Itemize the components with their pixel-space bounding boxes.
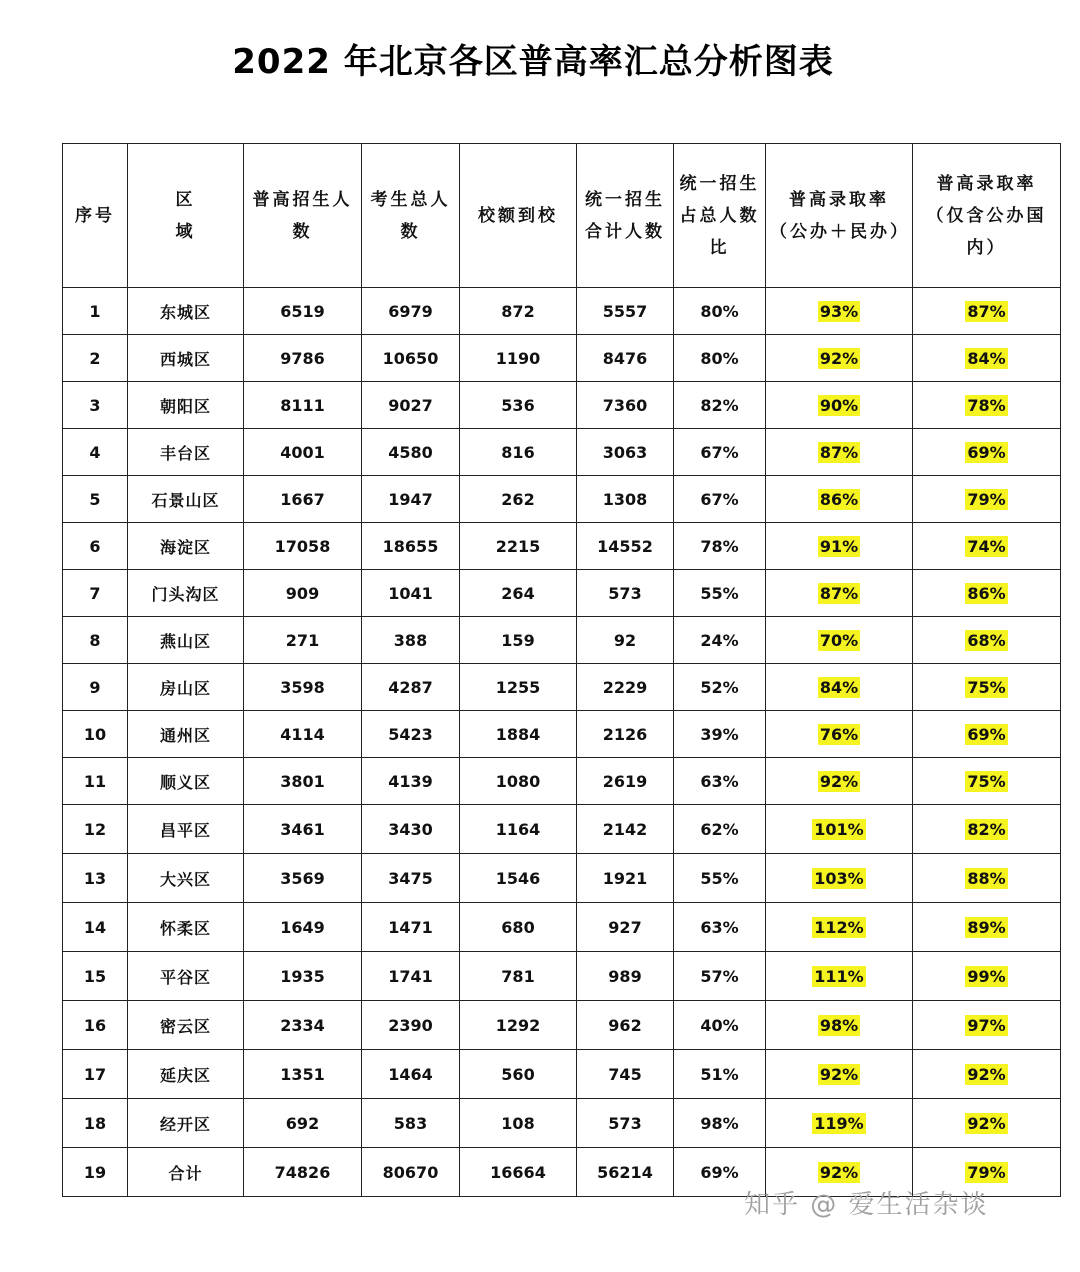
cell-unified: 573 bbox=[577, 1099, 674, 1148]
cell-rate-all bbox=[766, 288, 913, 335]
cell-examinees: 4580 bbox=[362, 429, 460, 476]
cell-region: 昌平区 bbox=[128, 805, 244, 854]
highlighted-rate: 90% bbox=[819, 395, 859, 415]
cell-seq: 3 bbox=[63, 382, 128, 429]
cell-rate-all bbox=[766, 1050, 913, 1099]
cell-region: 合计 bbox=[128, 1148, 244, 1197]
highlighted-rate: 92% bbox=[967, 1113, 1006, 1133]
highlighted-rate: 103% bbox=[814, 868, 864, 888]
cell-quota: 159 bbox=[460, 617, 577, 664]
cell-quota: 536 bbox=[460, 382, 577, 429]
cell-rate-all bbox=[766, 617, 913, 664]
cell-quota: 816 bbox=[460, 429, 577, 476]
cell-seq: 5 bbox=[63, 476, 128, 523]
cell-rate-public bbox=[913, 476, 1061, 523]
table-row bbox=[63, 854, 1061, 903]
cell-rate-public bbox=[913, 1050, 1061, 1099]
cell-rate-all bbox=[766, 570, 913, 617]
header-region: 区 域 bbox=[128, 144, 244, 288]
cell-rate-public bbox=[913, 570, 1061, 617]
cell-ratio: 82% bbox=[674, 382, 766, 429]
cell-rate-public bbox=[913, 288, 1061, 335]
table-row bbox=[63, 476, 1061, 523]
cell-rate-public bbox=[913, 617, 1061, 664]
cell-unified: 745 bbox=[577, 1050, 674, 1099]
highlighted-rate: 87% bbox=[967, 301, 1006, 321]
cell-ratio: 63% bbox=[674, 758, 766, 805]
cell-examinees: 6979 bbox=[362, 288, 460, 335]
cell-region: 大兴区 bbox=[128, 854, 244, 903]
highlighted-rate: 99% bbox=[967, 966, 1006, 986]
cell-rate-all bbox=[766, 476, 913, 523]
cell-examinees: 583 bbox=[362, 1099, 460, 1148]
table-row bbox=[63, 617, 1061, 664]
cell-unified: 5557 bbox=[577, 288, 674, 335]
cell-enroll: 2334 bbox=[244, 1001, 362, 1050]
cell-quota: 1190 bbox=[460, 335, 577, 382]
cell-seq: 11 bbox=[63, 758, 128, 805]
table-row bbox=[63, 570, 1061, 617]
cell-examinees: 388 bbox=[362, 617, 460, 664]
cell-enroll: 9786 bbox=[244, 335, 362, 382]
cell-rate-all bbox=[766, 523, 913, 570]
highlighted-rate: 84% bbox=[819, 677, 859, 697]
cell-unified: 962 bbox=[577, 1001, 674, 1050]
highlighted-rate: 92% bbox=[819, 348, 859, 368]
cell-unified: 92 bbox=[577, 617, 674, 664]
cell-ratio: 67% bbox=[674, 429, 766, 476]
cell-enroll: 692 bbox=[244, 1099, 362, 1148]
highlighted-rate: 82% bbox=[967, 819, 1006, 839]
cell-region: 东城区 bbox=[128, 288, 244, 335]
cell-seq: 13 bbox=[63, 854, 128, 903]
cell-ratio: 78% bbox=[674, 523, 766, 570]
table-row bbox=[63, 711, 1061, 758]
cell-quota: 262 bbox=[460, 476, 577, 523]
highlighted-rate: 74% bbox=[967, 536, 1006, 556]
cell-enroll: 3569 bbox=[244, 854, 362, 903]
cell-unified: 1921 bbox=[577, 854, 674, 903]
cell-examinees: 3475 bbox=[362, 854, 460, 903]
cell-region: 经开区 bbox=[128, 1099, 244, 1148]
cell-quota: 108 bbox=[460, 1099, 577, 1148]
cell-unified: 14552 bbox=[577, 523, 674, 570]
header-quota: 校额到校 bbox=[460, 144, 577, 288]
cell-unified: 2126 bbox=[577, 711, 674, 758]
highlighted-rate: 75% bbox=[967, 677, 1006, 697]
highlighted-rate: 87% bbox=[819, 583, 859, 603]
data-table bbox=[62, 143, 1061, 1197]
cell-region: 石景山区 bbox=[128, 476, 244, 523]
cell-rate-public bbox=[913, 664, 1061, 711]
cell-examinees: 1947 bbox=[362, 476, 460, 523]
cell-rate-all bbox=[766, 903, 913, 952]
cell-seq: 15 bbox=[63, 952, 128, 1001]
highlighted-rate: 98% bbox=[819, 1015, 859, 1035]
cell-unified: 56214 bbox=[577, 1148, 674, 1197]
cell-ratio: 63% bbox=[674, 903, 766, 952]
highlighted-rate: 87% bbox=[819, 442, 859, 462]
cell-examinees: 80670 bbox=[362, 1148, 460, 1197]
cell-rate-all bbox=[766, 854, 913, 903]
cell-enroll: 909 bbox=[244, 570, 362, 617]
cell-examinees: 1741 bbox=[362, 952, 460, 1001]
cell-quota: 264 bbox=[460, 570, 577, 617]
cell-rate-all bbox=[766, 1001, 913, 1050]
highlighted-rate: 92% bbox=[819, 771, 859, 791]
cell-region: 房山区 bbox=[128, 664, 244, 711]
highlighted-rate: 92% bbox=[819, 1162, 859, 1182]
cell-rate-all bbox=[766, 664, 913, 711]
cell-quota: 560 bbox=[460, 1050, 577, 1099]
cell-enroll: 17058 bbox=[244, 523, 362, 570]
highlighted-rate: 69% bbox=[967, 442, 1006, 462]
cell-seq: 4 bbox=[63, 429, 128, 476]
cell-ratio: 69% bbox=[674, 1148, 766, 1197]
cell-quota: 1884 bbox=[460, 711, 577, 758]
cell-region: 密云区 bbox=[128, 1001, 244, 1050]
cell-rate-all bbox=[766, 1099, 913, 1148]
cell-examinees: 18655 bbox=[362, 523, 460, 570]
cell-ratio: 51% bbox=[674, 1050, 766, 1099]
cell-seq: 12 bbox=[63, 805, 128, 854]
cell-quota: 1164 bbox=[460, 805, 577, 854]
highlighted-rate: 111% bbox=[814, 966, 864, 986]
cell-examinees: 5423 bbox=[362, 711, 460, 758]
header-enroll: 普高招生人数 bbox=[244, 144, 362, 288]
table-row bbox=[63, 382, 1061, 429]
cell-unified: 7360 bbox=[577, 382, 674, 429]
cell-seq: 14 bbox=[63, 903, 128, 952]
cell-rate-public bbox=[913, 805, 1061, 854]
cell-ratio: 80% bbox=[674, 335, 766, 382]
cell-enroll: 8111 bbox=[244, 382, 362, 429]
cell-region: 平谷区 bbox=[128, 952, 244, 1001]
cell-enroll: 3461 bbox=[244, 805, 362, 854]
watermark bbox=[744, 1184, 989, 1221]
cell-unified: 8476 bbox=[577, 335, 674, 382]
cell-quota: 1546 bbox=[460, 854, 577, 903]
cell-examinees: 10650 bbox=[362, 335, 460, 382]
cell-rate-all bbox=[766, 335, 913, 382]
cell-rate-public bbox=[913, 903, 1061, 952]
cell-rate-all bbox=[766, 382, 913, 429]
cell-seq: 6 bbox=[63, 523, 128, 570]
cell-ratio: 39% bbox=[674, 711, 766, 758]
cell-examinees: 4287 bbox=[362, 664, 460, 711]
cell-seq: 2 bbox=[63, 335, 128, 382]
table-row bbox=[63, 1099, 1061, 1148]
cell-rate-all bbox=[766, 952, 913, 1001]
cell-unified: 989 bbox=[577, 952, 674, 1001]
cell-rate-public bbox=[913, 1099, 1061, 1148]
cell-enroll: 6519 bbox=[244, 288, 362, 335]
cell-region: 海淀区 bbox=[128, 523, 244, 570]
cell-seq: 17 bbox=[63, 1050, 128, 1099]
highlighted-rate: 69% bbox=[967, 724, 1006, 744]
cell-enroll: 1667 bbox=[244, 476, 362, 523]
table-row bbox=[63, 758, 1061, 805]
highlighted-rate: 112% bbox=[814, 917, 864, 937]
cell-ratio: 52% bbox=[674, 664, 766, 711]
watermark-zhihu: 知乎 bbox=[744, 1190, 801, 1220]
cell-quota: 1080 bbox=[460, 758, 577, 805]
cell-examinees: 9027 bbox=[362, 382, 460, 429]
highlighted-rate: 92% bbox=[819, 1064, 859, 1084]
header-rate-all: 普高录取率（公办＋民办） bbox=[766, 144, 913, 288]
cell-examinees: 2390 bbox=[362, 1001, 460, 1050]
cell-rate-all bbox=[766, 711, 913, 758]
watermark-account: 爱生活杂谈 bbox=[848, 1190, 989, 1220]
highlighted-rate: 93% bbox=[819, 301, 859, 321]
cell-rate-all bbox=[766, 758, 913, 805]
cell-enroll: 74826 bbox=[244, 1148, 362, 1197]
cell-quota: 781 bbox=[460, 952, 577, 1001]
header-unified: 统一招生合计人数 bbox=[577, 144, 674, 288]
cell-enroll: 4001 bbox=[244, 429, 362, 476]
cell-ratio: 55% bbox=[674, 854, 766, 903]
cell-seq: 7 bbox=[63, 570, 128, 617]
highlighted-rate: 84% bbox=[967, 348, 1006, 368]
cell-rate-public bbox=[913, 523, 1061, 570]
cell-ratio: 62% bbox=[674, 805, 766, 854]
highlighted-rate: 91% bbox=[819, 536, 859, 556]
cell-rate-public bbox=[913, 758, 1061, 805]
cell-unified: 2142 bbox=[577, 805, 674, 854]
watermark-at: @ bbox=[810, 1190, 839, 1220]
cell-region: 延庆区 bbox=[128, 1050, 244, 1099]
cell-unified: 927 bbox=[577, 903, 674, 952]
highlighted-rate: 86% bbox=[967, 583, 1006, 603]
table-row bbox=[63, 903, 1061, 952]
cell-examinees: 1471 bbox=[362, 903, 460, 952]
cell-ratio: 55% bbox=[674, 570, 766, 617]
table-row bbox=[63, 288, 1061, 335]
cell-rate-all bbox=[766, 429, 913, 476]
cell-examinees: 4139 bbox=[362, 758, 460, 805]
cell-quota: 872 bbox=[460, 288, 577, 335]
cell-quota: 1255 bbox=[460, 664, 577, 711]
cell-rate-public bbox=[913, 854, 1061, 903]
page-title: 2022 年北京各区普高率汇总分析图表 bbox=[232, 42, 834, 82]
cell-region: 怀柔区 bbox=[128, 903, 244, 952]
cell-rate-public bbox=[913, 952, 1061, 1001]
cell-ratio: 57% bbox=[674, 952, 766, 1001]
cell-unified: 2229 bbox=[577, 664, 674, 711]
cell-region: 门头沟区 bbox=[128, 570, 244, 617]
cell-enroll: 3598 bbox=[244, 664, 362, 711]
highlighted-rate: 89% bbox=[967, 917, 1006, 937]
table-row bbox=[63, 1050, 1061, 1099]
highlighted-rate: 119% bbox=[814, 1113, 864, 1133]
header-row bbox=[63, 144, 1061, 288]
cell-quota: 1292 bbox=[460, 1001, 577, 1050]
cell-seq: 9 bbox=[63, 664, 128, 711]
cell-region: 西城区 bbox=[128, 335, 244, 382]
cell-seq: 16 bbox=[63, 1001, 128, 1050]
cell-rate-public bbox=[913, 429, 1061, 476]
cell-rate-all bbox=[766, 805, 913, 854]
cell-seq: 10 bbox=[63, 711, 128, 758]
cell-enroll: 4114 bbox=[244, 711, 362, 758]
cell-quota: 16664 bbox=[460, 1148, 577, 1197]
cell-rate-public bbox=[913, 335, 1061, 382]
highlighted-rate: 101% bbox=[814, 819, 864, 839]
table-row bbox=[63, 664, 1061, 711]
table-row bbox=[63, 1001, 1061, 1050]
cell-seq: 1 bbox=[63, 288, 128, 335]
highlighted-rate: 92% bbox=[967, 1064, 1006, 1084]
header-ratio: 统一招生占总人数比 bbox=[674, 144, 766, 288]
cell-examinees: 1041 bbox=[362, 570, 460, 617]
highlighted-rate: 79% bbox=[967, 489, 1006, 509]
table-row bbox=[63, 335, 1061, 382]
highlighted-rate: 97% bbox=[967, 1015, 1006, 1035]
cell-quota: 680 bbox=[460, 903, 577, 952]
highlighted-rate: 75% bbox=[967, 771, 1006, 791]
cell-region: 通州区 bbox=[128, 711, 244, 758]
cell-examinees: 1464 bbox=[362, 1050, 460, 1099]
highlighted-rate: 86% bbox=[819, 489, 859, 509]
cell-seq: 8 bbox=[63, 617, 128, 664]
cell-quota: 2215 bbox=[460, 523, 577, 570]
cell-ratio: 40% bbox=[674, 1001, 766, 1050]
cell-rate-public bbox=[913, 1001, 1061, 1050]
header-examinees: 考生总人数 bbox=[362, 144, 460, 288]
cell-enroll: 1935 bbox=[244, 952, 362, 1001]
cell-enroll: 1649 bbox=[244, 903, 362, 952]
cell-enroll: 271 bbox=[244, 617, 362, 664]
highlighted-rate: 70% bbox=[819, 630, 859, 650]
cell-enroll: 3801 bbox=[244, 758, 362, 805]
cell-seq: 19 bbox=[63, 1148, 128, 1197]
cell-enroll: 1351 bbox=[244, 1050, 362, 1099]
cell-ratio: 24% bbox=[674, 617, 766, 664]
cell-seq: 18 bbox=[63, 1099, 128, 1148]
highlighted-rate: 68% bbox=[967, 630, 1006, 650]
highlighted-rate: 76% bbox=[819, 724, 859, 744]
cell-unified: 2619 bbox=[577, 758, 674, 805]
cell-region: 丰台区 bbox=[128, 429, 244, 476]
table-row bbox=[63, 805, 1061, 854]
cell-ratio: 80% bbox=[674, 288, 766, 335]
header-rate-public: 普高录取率（仅含公办国内） bbox=[913, 144, 1061, 288]
cell-region: 朝阳区 bbox=[128, 382, 244, 429]
cell-examinees: 3430 bbox=[362, 805, 460, 854]
cell-region: 顺义区 bbox=[128, 758, 244, 805]
cell-ratio: 98% bbox=[674, 1099, 766, 1148]
highlighted-rate: 78% bbox=[967, 395, 1006, 415]
cell-rate-public bbox=[913, 382, 1061, 429]
header-seq: 序号 bbox=[63, 144, 128, 288]
cell-unified: 573 bbox=[577, 570, 674, 617]
cell-rate-public bbox=[913, 711, 1061, 758]
cell-unified: 1308 bbox=[577, 476, 674, 523]
cell-ratio: 67% bbox=[674, 476, 766, 523]
cell-unified: 3063 bbox=[577, 429, 674, 476]
highlighted-rate: 88% bbox=[967, 868, 1006, 888]
table-row bbox=[63, 952, 1061, 1001]
table-row bbox=[63, 429, 1061, 476]
highlighted-rate: 79% bbox=[967, 1162, 1006, 1182]
cell-region: 燕山区 bbox=[128, 617, 244, 664]
table-row bbox=[63, 523, 1061, 570]
